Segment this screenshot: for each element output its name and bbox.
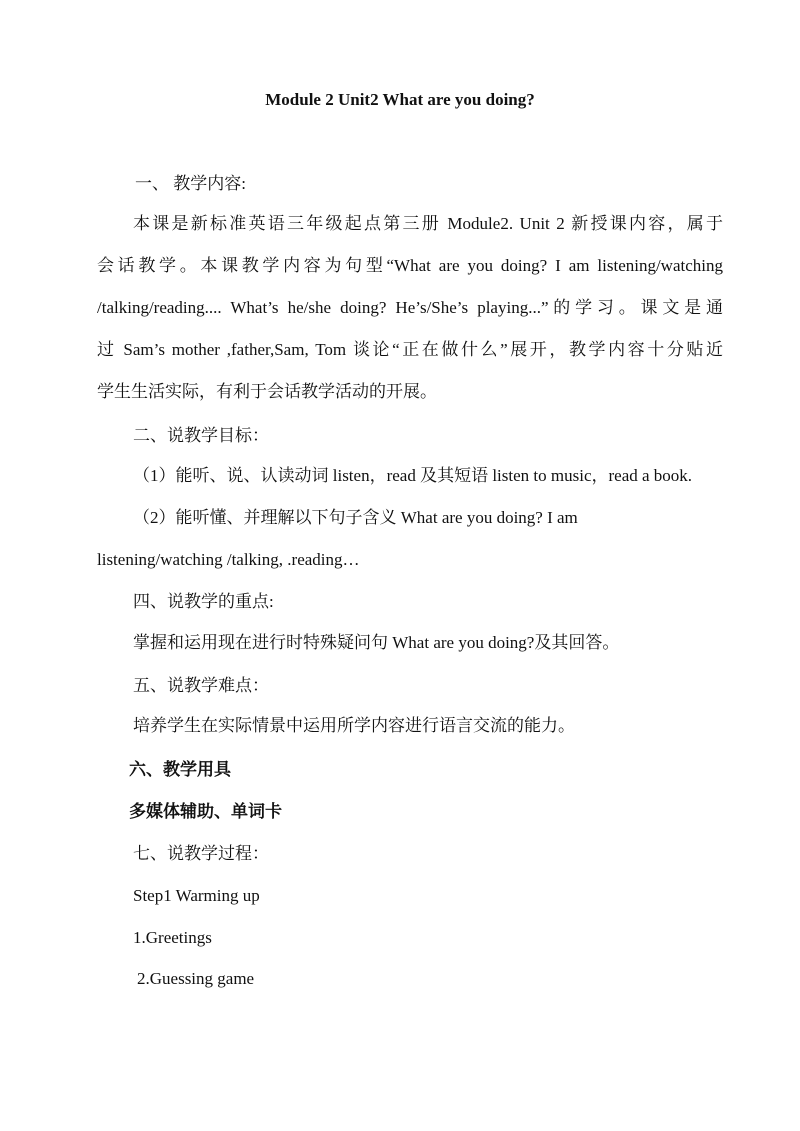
key-points-text: 掌握和运用现在进行时特殊疑问句 What are you doing?及其回答。 [133,633,620,652]
goal-item-continuation: listening/watching /talking, .reading… [97,550,360,569]
section-heading-teaching-goals: 二、说教学目标： [133,426,269,445]
goal-item: （1）能听、说、认读动词 listen，read 及其短语 listen to music，read a book. [133,466,693,485]
section-heading-teaching-content: 一、 教学内容: [135,174,246,193]
document-title: Module 2 Unit2 What are you doing? [265,90,535,109]
paragraph-line: 过 Sam’s mother ,father,Sam, Tom 谈论“正在做什么”展开，教学内容十分贴近 [97,340,723,359]
paragraph-line: /talking/reading.... What’s he/she doing? He’s/She’s playing...”的学习。课文是通 [97,298,723,317]
step-item: 2.Guessing game [137,969,255,988]
teaching-aids-text: 多媒体辅助、单词卡 [129,802,282,821]
difficulties-text: 培养学生在实际情景中运用所学内容进行语言交流的能力。 [133,716,575,735]
goal-item: （2）能听懂、并理解以下句子含义 What are you doing? I am [133,508,578,527]
paragraph-line: 会话教学。本课教学内容为句型“What are you doing? I am listening/watching [97,256,723,275]
section-heading-difficulties: 五、说教学难点： [133,676,269,695]
section-heading-key-points: 四、说教学的重点: [133,592,274,611]
section-heading-teaching-aids: 六、教学用具 [129,760,231,779]
step-heading: Step1 Warming up [133,886,260,905]
step-item: 1.Greetings [133,928,212,947]
paragraph-line: 学生生活实际，有利于会话教学活动的开展。 [97,382,437,401]
section-heading-teaching-process: 七、说教学过程： [133,844,269,863]
paragraph-line: 本课是新标准英语三年级起点第三册 Module2. Unit 2 新授课内容，属于 [133,214,723,233]
